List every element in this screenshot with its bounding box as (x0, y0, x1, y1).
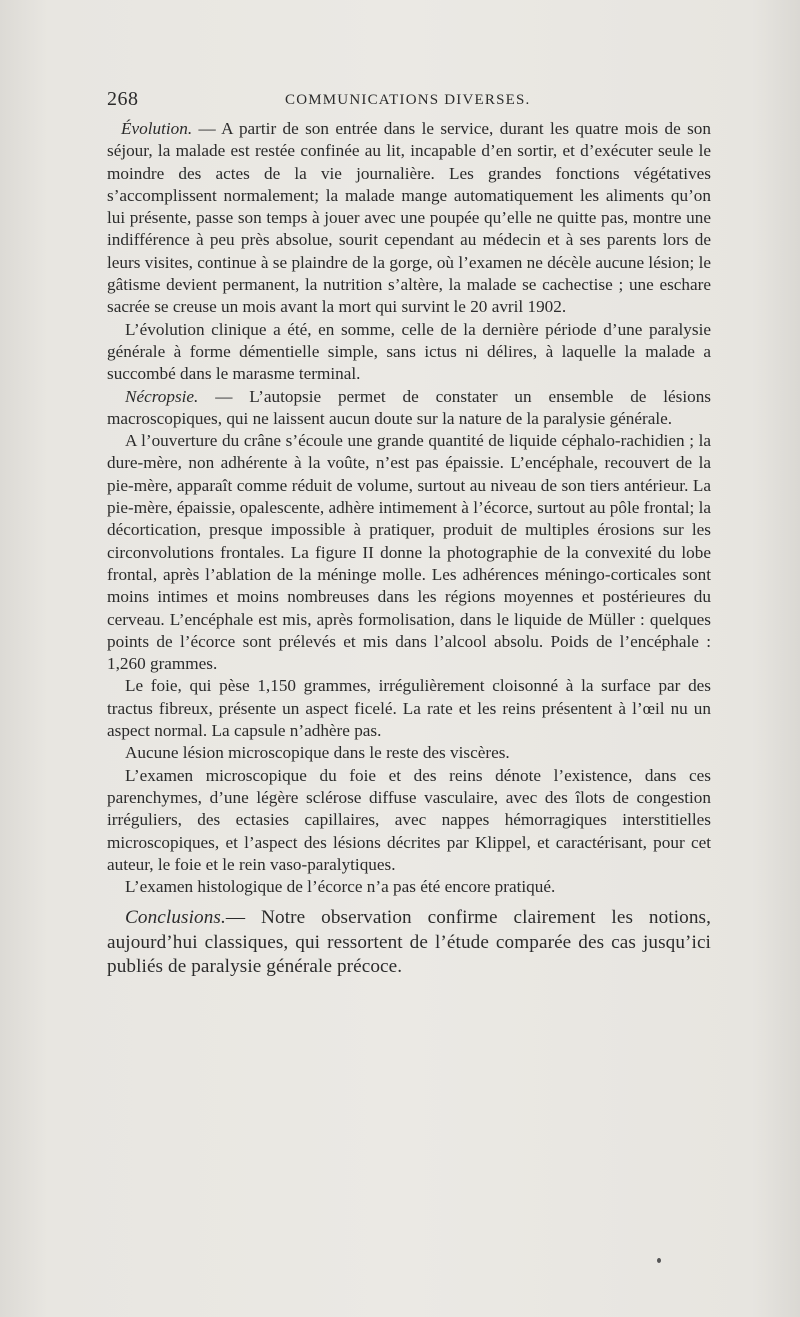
paragraph-text: — L’autopsie permet de constater un ensemble de lésions macroscopiques, qui ne laissent aucun doute sur la nature de la paralysie générale. (107, 386, 711, 428)
section-lead-necropsie: Nécropsie. (125, 386, 199, 406)
paragraph-evolution (107, 118, 711, 319)
section-lead-evolution: Évolution. (121, 119, 193, 138)
paragraph-crane (107, 430, 711, 675)
ink-speck (657, 1258, 661, 1263)
paragraph-text: — A partir de son entrée dans le service, durant les quatre mois de son séjour, la malade est restée confinée au lit, incapable d’en sortir, et d’exécuter seule le moindre des actes de la vie journalière. Les grandes fonctions végétatives s’accomplissent normalement; la malade mange automatiquement les aliments qu’on lui présente, passe son temps à jouer avec une poupée qu’elle ne quitte pas, montre une indifférence à peu près absolue, sourit cependant au médecin et à ses parents lors de leurs visites, continue à se plaindre de la gorge, où l’examen ne décèle aucune lésion; le gâtisme devient permanent, la nutrition s’altère, la malade se cachectise ; une eschare sacrée se creuse un mois avant la mort qui survint le 20 avril 1902. (107, 119, 711, 317)
paragraph-microscopique (107, 765, 711, 876)
paragraph-necropsie (107, 386, 711, 431)
paragraph-histologique (107, 876, 711, 898)
paragraph-text: L’examen histologique de l’écorce n’a pas été encore pratiqué. (125, 877, 556, 897)
paragraph-clinical-summary (107, 319, 711, 386)
paragraph-foie (107, 675, 711, 742)
paragraph-text: L’évolution clinique a été, en somme, celle de la dernière période d’une paralysie générale à forme démentielle simple, sans ictus ni délires, à laquelle la malade a succombé dans le marasme terminal. (107, 319, 711, 384)
paragraph-conclusions (107, 906, 711, 980)
page-body (107, 118, 711, 980)
page-header (107, 88, 712, 112)
paragraph-text: Le foie, qui pèse 1,150 grammes, irrégulièrement cloisonné à la surface par des tractus fibreux, présente un aspect ficelé. La rate et les reins présentent à l’œil nu un aspect normal. La capsule n’adhère pas. (107, 676, 711, 741)
paragraph-visceres (107, 742, 711, 764)
paragraph-text: — Notre observation confirme clairement les notions, aujourd’hui classiques, qui ressortent de l’étude comparée des cas jusqu’ici publiés de paralysie générale précoce. (107, 907, 711, 978)
paragraph-text: Aucune lésion microscopique dans le reste des viscères. (125, 743, 510, 763)
paragraph-text: A l’ouverture du crâne s’écoule une grande quantité de liquide céphalo-rachidien ; la dure-mère, non adhérente à la voûte, n’est pas épaissie. L’encéphale, recouvert de la pie-mère, apparaît comme réduit de volume, surtout au niveau de son tiers antérieur. La pie-mère, épaissie, opalescente, adhère intimement à l’écorce, surtout au pôle frontal; la décortication, presque impossible à pratiquer, produit de multiples érosions sur les circonvolutions frontales. La figure II donne la photographie de la convexité du lobe frontal, après l’ablation de la méninge molle. Les adhérences méningo-corticales sont moins intimes et moins nombreuses dans les régions moyennes et postérieures du cerveau. L’encéphale est mis, après formolisation, dans le liquide de Müller : quelques points de l’écorce sont prélevés et mis dans l’alcool absolu. Poids de l’encéphale : 1,260 grammes. (107, 431, 711, 674)
paragraph-text: L’examen microscopique du foie et des reins dénote l’existence, dans ces parenchymes, d’une légère sclérose diffuse vasculaire, avec des îlots de congestion irréguliers, des ectasies capillaires, avec nappes hémorragiques interstitielles microscopiques, et l’aspect des lésions décrites par Klippel, et caractérisant, pour cet auteur, le foie et le rein vaso-paralytiques. (107, 765, 711, 874)
running-head: COMMUNICATIONS DIVERSES. (285, 92, 531, 108)
page-number: 268 (107, 88, 139, 110)
section-lead-conclusions: Conclusions. (125, 907, 226, 929)
